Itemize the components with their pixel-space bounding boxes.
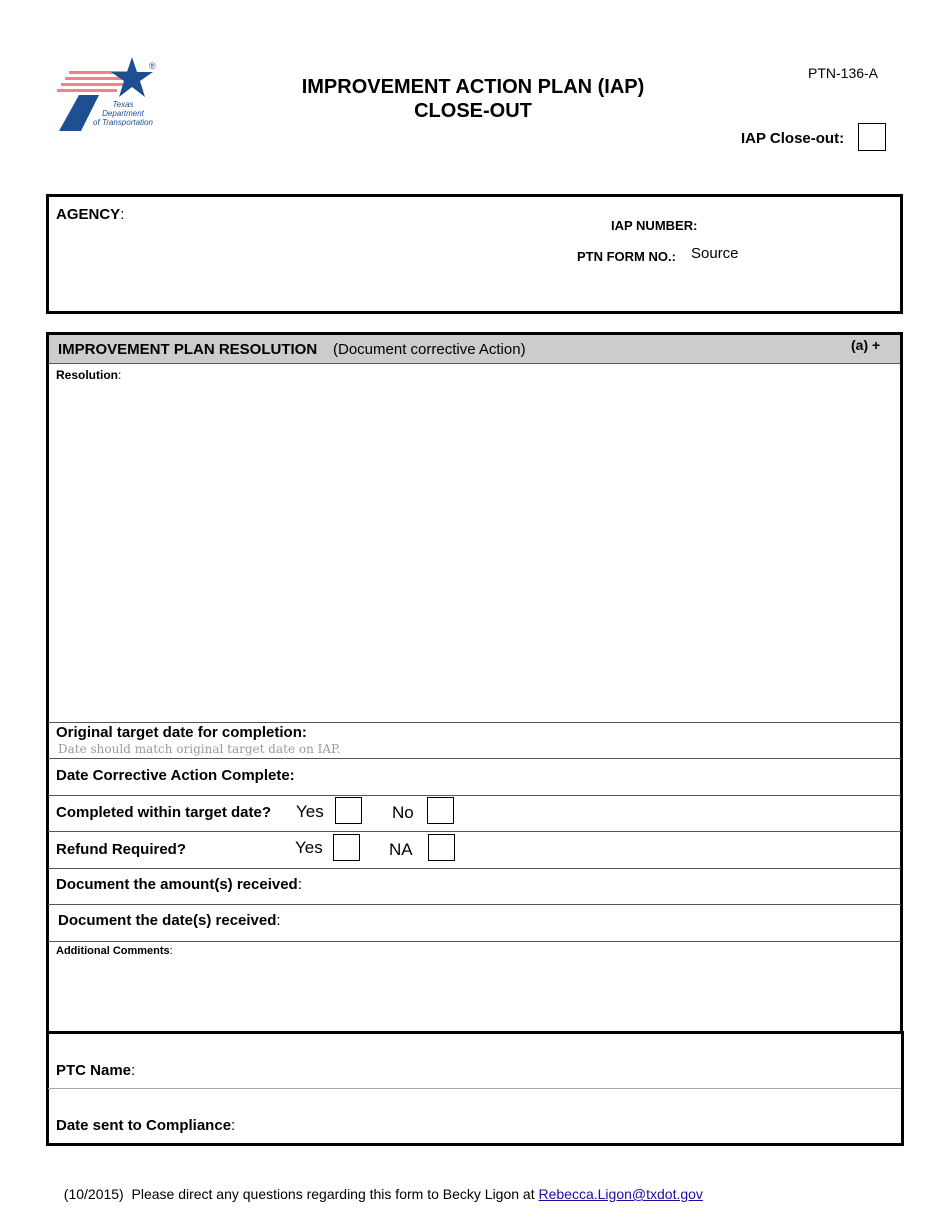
closeout-label: IAP Close-out: <box>741 130 845 147</box>
resolution-header-title: IMPROVEMENT PLAN RESOLUTION <box>58 341 318 358</box>
date-sent-text: Date sent to Compliance <box>56 1117 232 1134</box>
resolution-header-note: (Document corrective Action) <box>333 341 526 358</box>
divider <box>48 795 901 796</box>
resolution-textarea[interactable] <box>52 384 896 718</box>
divider <box>48 868 901 869</box>
txdot-logo <box>55 55 165 135</box>
amount-received-label <box>56 876 302 893</box>
additional-comments-colon: : <box>169 945 173 957</box>
date-received-text: Document the date(s) received <box>58 912 277 929</box>
resolution-header <box>49 335 900 364</box>
divider <box>48 1088 901 1089</box>
completed-yes-label: Yes <box>296 802 324 821</box>
logo-text-line1: Texas <box>112 100 134 109</box>
logo-text-line2: Department <box>102 109 144 118</box>
refund-na-label: NA <box>389 840 413 859</box>
logo-text <box>83 100 163 127</box>
divider <box>48 758 901 759</box>
original-target-hint: Date should match original target date on IAP. <box>58 742 341 756</box>
refund-yes-checkbox[interactable] <box>333 834 360 861</box>
date-complete-label: Date Corrective Action Complete: <box>56 767 295 784</box>
iap-number-field[interactable] <box>705 213 890 235</box>
date-complete-field[interactable] <box>310 762 890 790</box>
completed-within-label: Completed within target date? <box>56 804 272 821</box>
date-received-field[interactable] <box>300 908 890 936</box>
original-target-field[interactable] <box>330 724 890 754</box>
date-sent-colon: : <box>231 1117 236 1134</box>
agency-label <box>56 206 124 223</box>
agency-field[interactable] <box>135 204 555 304</box>
agency-label-colon: : <box>120 206 125 223</box>
ptc-name-label <box>56 1062 135 1079</box>
refund-yes-label: Yes <box>295 838 323 857</box>
amount-received-text: Document the amount(s) received <box>56 876 298 893</box>
amount-received-field[interactable] <box>320 872 890 900</box>
page-title <box>200 75 746 123</box>
completed-yes-checkbox[interactable] <box>335 797 362 824</box>
contact-email-link[interactable]: Rebecca.Ligon@txdot.gov <box>538 1186 703 1202</box>
closeout-checkbox[interactable] <box>858 123 886 151</box>
date-received-label <box>58 912 281 929</box>
additional-comments-text: Additional Comments <box>56 945 170 957</box>
logo-registered-mark: ® <box>149 61 156 71</box>
footer <box>56 1170 703 1202</box>
ptn-form-label: PTN FORM NO.: <box>577 249 676 264</box>
form-number: PTN-136-A <box>808 65 879 81</box>
title-line2: CLOSE-OUT <box>414 100 532 122</box>
resolution-label-text: Resolution <box>56 368 118 382</box>
amount-received-colon: : <box>297 876 302 893</box>
resolution-label-colon: : <box>118 368 122 382</box>
ptc-name-colon: : <box>131 1062 136 1079</box>
divider <box>48 941 901 942</box>
title-line1: IMPROVEMENT ACTION PLAN (IAP) <box>301 76 645 98</box>
completed-no-checkbox[interactable] <box>427 797 454 824</box>
additional-comments-textarea[interactable] <box>52 960 896 1028</box>
date-received-colon: : <box>276 912 281 929</box>
resolution-label <box>56 368 121 382</box>
refund-required-label: Refund Required? <box>56 841 186 858</box>
original-target-label: Original target date for completion: <box>56 724 307 741</box>
ptc-name-field[interactable] <box>145 1056 890 1084</box>
additional-comments-label <box>56 945 173 957</box>
refund-na-checkbox[interactable] <box>428 834 455 861</box>
ptn-form-value[interactable]: Source <box>691 245 739 262</box>
footer-text: (10/2015) Please direct any questions regarding this form to Becky Ligon at <box>63 1186 539 1202</box>
divider <box>48 904 901 905</box>
completed-no-label: No <box>392 803 414 822</box>
agency-label-text: AGENCY <box>56 206 121 223</box>
date-sent-label <box>56 1117 235 1134</box>
logo-text-line3: of Transportation <box>93 118 153 127</box>
divider <box>48 831 901 832</box>
divider <box>48 722 901 723</box>
resolution-header-tag: (a) + <box>851 337 881 353</box>
iap-number-label: IAP NUMBER: <box>611 218 698 233</box>
date-sent-field[interactable] <box>250 1110 890 1138</box>
ptc-name-text: PTC Name <box>56 1062 132 1079</box>
